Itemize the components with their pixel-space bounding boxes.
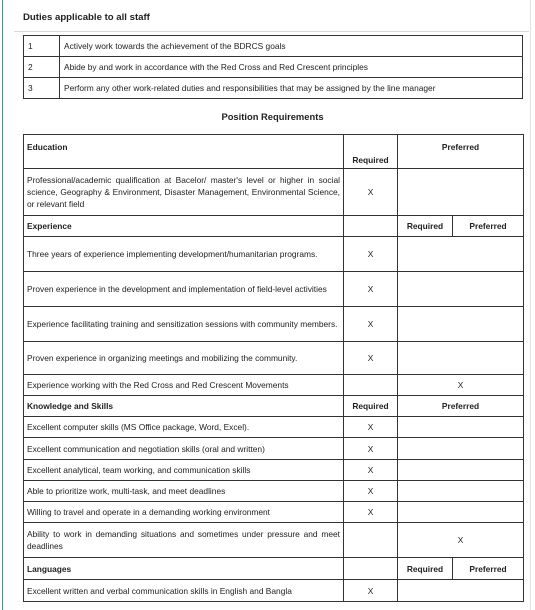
required-mark: X [344,502,398,523]
required-mark: X [344,272,398,307]
table-row [24,237,524,272]
preferred-mark [398,237,524,272]
page-right-border [530,0,531,610]
title-divider [14,31,529,32]
required-mark: X [344,417,398,438]
education-heading: Education [24,135,344,169]
knowledge-item: Excellent computer skills (MS Office package, Word, Excel). [24,417,344,438]
table-row [24,375,524,396]
required-mark [344,523,398,558]
languages-required-label: Required [398,558,453,580]
duty-number: 1 [24,36,60,57]
experience-preferred-label: Preferred [453,216,524,237]
education-item: Professional/academic qualification at Bacelor/ master's level or higher in social science, Geography & Environment, Disaster Management, Environmental Science, or relevant field [24,169,344,216]
languages-header-row [24,558,524,580]
table-row [24,460,524,481]
education-header-row [24,135,524,169]
knowledge-item: Ability to work in demanding situations and sometimes under pressure and meet deadlines [24,523,344,558]
preferred-mark [398,580,524,602]
table-row [24,502,524,523]
table-row [24,523,524,558]
table-row [24,169,524,216]
preferred-mark: X [398,523,524,558]
education-preferred-label: Preferred [398,135,524,169]
knowledge-heading: Knowledge and Skills [24,396,344,417]
table-row [24,78,523,99]
duty-number: 2 [24,57,60,78]
table-row [24,36,523,57]
knowledge-item: Willing to travel and operate in a demanding working environment [24,502,344,523]
empty-cell [344,216,398,237]
required-mark: X [344,481,398,502]
duty-text: Perform any other work-related duties and responsibilities that may be assigned by the line manager [60,78,523,99]
required-mark: X [344,438,398,460]
table-row [24,57,523,78]
experience-heading: Experience [24,216,344,237]
education-required-label: Required [344,135,398,169]
requirements-table [23,134,524,602]
knowledge-item: Able to prioritize work, multi-task, and meet deadlines [24,481,344,502]
page-left-border [2,0,3,610]
experience-item: Proven experience in organizing meetings and mobilizing the community. [24,342,344,375]
preferred-mark [398,169,524,216]
table-row [24,580,524,602]
experience-item: Proven experience in the development and implementation of field-level activities [24,272,344,307]
experience-required-label: Required [398,216,453,237]
duties-table [23,35,523,99]
table-row [24,307,524,342]
duties-title: Duties applicable to all staff [23,12,150,23]
required-mark: X [344,169,398,216]
preferred-mark [398,438,524,460]
preferred-mark: X [398,375,524,396]
preferred-mark [398,481,524,502]
experience-item: Three years of experience implementing development/humanitarian programs. [24,237,344,272]
languages-heading: Languages [24,558,344,580]
preferred-mark [398,307,524,342]
preferred-mark [398,460,524,481]
required-mark: X [344,460,398,481]
languages-item: Excellent written and verbal communication skills in English and Bangla [24,580,344,602]
knowledge-header-row [24,396,524,417]
table-row [24,438,524,460]
table-row [24,272,524,307]
preferred-mark [398,272,524,307]
preferred-mark [398,342,524,375]
required-mark: X [344,237,398,272]
position-requirements-title: Position Requirements [221,111,324,122]
experience-header-row [24,216,524,237]
duty-text: Abide by and work in accordance with the Red Cross and Red Crescent principles [60,57,523,78]
required-mark: X [344,307,398,342]
table-row [24,481,524,502]
table-row [24,342,524,375]
experience-item: Experience working with the Red Cross and Red Crescent Movements [24,375,344,396]
empty-cell [344,558,398,580]
duty-text: Actively work towards the achievement of the BDRCS goals [60,36,523,57]
preferred-mark [398,502,524,523]
knowledge-item: Excellent analytical, team working, and communication skills [24,460,344,481]
knowledge-item: Excellent communication and negotiation skills (oral and written) [24,438,344,460]
knowledge-preferred-label: Preferred [398,396,524,417]
required-mark: X [344,580,398,602]
table-row [24,417,524,438]
preferred-mark [398,417,524,438]
duty-number: 3 [24,78,60,99]
required-mark: X [344,342,398,375]
required-mark [344,375,398,396]
experience-item: Experience facilitating training and sensitization sessions with community members. [24,307,344,342]
languages-preferred-label: Preferred [453,558,524,580]
knowledge-required-label: Required [344,396,398,417]
